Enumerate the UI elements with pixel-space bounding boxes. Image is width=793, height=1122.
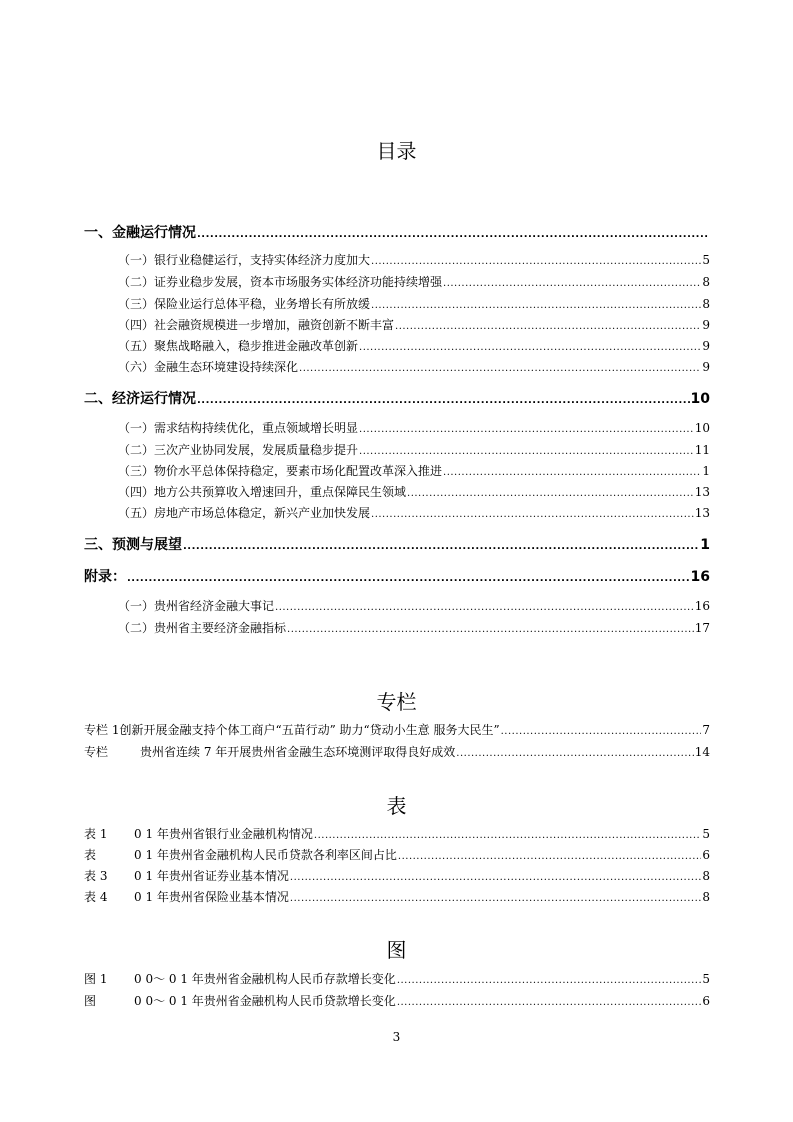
leader-dots bbox=[443, 467, 701, 478]
figure-heading: 图 bbox=[386, 938, 407, 962]
page-number: 3 bbox=[392, 1030, 401, 1044]
toc-item[interactable] bbox=[118, 358, 710, 375]
toc-item[interactable] bbox=[118, 419, 710, 436]
toc-page-number: 11 bbox=[694, 443, 710, 457]
toc-item-label: 0 1 年贵州省银行业金融机构情况 bbox=[134, 827, 313, 841]
toc-page-number: 5 bbox=[702, 972, 710, 986]
toc-item-prefix: 专栏 1 bbox=[84, 723, 120, 737]
toc-item[interactable] bbox=[118, 597, 710, 614]
toc-item-label: （五）房地产市场总体稳定，新兴产业加快发展 bbox=[118, 506, 371, 520]
toc-item-prefix: 图 bbox=[84, 994, 97, 1008]
toc-page-number: 7 bbox=[702, 723, 710, 737]
toc-item-prefix: 图 1 bbox=[84, 972, 108, 986]
toc-page-number: 8 bbox=[702, 890, 710, 904]
toc-item-label: （五）聚焦战略融入，稳步推进金融改革创新 bbox=[118, 339, 359, 353]
toc-item-label: （三）保险业运行总体平稳，业务增长有所放缓 bbox=[118, 297, 371, 311]
toc-page-number: 14 bbox=[694, 745, 710, 759]
toc-item-label: （四）社会融资规模进一步增加，融资创新不断丰富 bbox=[118, 318, 395, 332]
toc-item[interactable] bbox=[118, 441, 710, 458]
leader-dots bbox=[371, 300, 701, 311]
toc-item-prefix: 表 4 bbox=[84, 890, 108, 904]
toc-page-number: 9 bbox=[702, 318, 710, 332]
leader-dots bbox=[397, 975, 702, 986]
toc-column-item[interactable] bbox=[84, 743, 710, 760]
toc-page-number: 10 bbox=[694, 421, 710, 435]
toc-item-label: 0 0～ 0 1 年贵州省金融机构人民币贷款增长变化 bbox=[134, 994, 396, 1008]
leader-dots bbox=[443, 278, 701, 289]
toc-item[interactable] bbox=[118, 337, 710, 354]
toc-page-number: 1 bbox=[702, 464, 710, 478]
leader-dots bbox=[407, 488, 694, 499]
page-title: 目录 bbox=[376, 139, 417, 163]
toc-item[interactable] bbox=[118, 295, 710, 312]
leader-dots bbox=[359, 342, 701, 353]
toc-page-number: 13 bbox=[694, 506, 710, 520]
leader-dots bbox=[299, 363, 701, 374]
leader-dots bbox=[314, 830, 701, 841]
leader-dots bbox=[456, 748, 693, 759]
leader-dots bbox=[183, 541, 699, 552]
toc-page-number: 8 bbox=[702, 297, 710, 311]
leader-dots bbox=[371, 256, 701, 267]
leader-dots bbox=[398, 851, 701, 862]
toc-item-label: 创新开展金融支持个体工商户“五苗行动” 助力“贷动小生意 服务大民生” bbox=[119, 723, 500, 737]
leader-dots bbox=[359, 424, 694, 435]
leader-dots bbox=[501, 726, 702, 737]
toc-section-appendix[interactable] bbox=[84, 566, 710, 586]
toc-page-number: 5 bbox=[702, 827, 710, 841]
leader-dots bbox=[371, 509, 694, 520]
toc-item-label: （一）银行业稳健运行，支持实体经济力度加大 bbox=[118, 253, 371, 267]
toc-page-number: 6 bbox=[702, 848, 710, 862]
toc-item-prefix: 表 bbox=[84, 848, 97, 862]
toc-item-label: （一）贵州省经济金融大事记 bbox=[118, 599, 275, 613]
toc-section-label: 一、金融运行情况 bbox=[84, 225, 196, 241]
toc-section-2[interactable] bbox=[84, 388, 710, 408]
toc-item-prefix: 专栏 bbox=[84, 745, 109, 759]
leader-dots bbox=[395, 321, 701, 332]
toc-column-item[interactable] bbox=[84, 721, 710, 738]
toc-page-number: 6 bbox=[702, 994, 710, 1008]
table-heading: 表 bbox=[386, 794, 407, 818]
toc-figure-item[interactable] bbox=[84, 970, 710, 987]
toc-item[interactable] bbox=[118, 316, 710, 333]
toc-item-prefix: 表 3 bbox=[84, 869, 108, 883]
toc-item[interactable] bbox=[118, 619, 710, 636]
column-heading: 专栏 bbox=[376, 690, 417, 714]
toc-page-number: 10 bbox=[690, 391, 710, 407]
toc-item-label: 0 1 年贵州省证券业基本情况 bbox=[134, 869, 289, 883]
toc-page-number: 16 bbox=[694, 599, 710, 613]
toc-item-label: （一）需求结构持续优化，重点领域增长明显 bbox=[118, 421, 359, 435]
toc-item-label: 0 1 年贵州省金融机构人民币贷款各利率区间占比 bbox=[134, 848, 397, 862]
toc-item-label: （三）物价水平总体保持稳定，要素市场化配置改革深入推进 bbox=[118, 464, 443, 478]
toc-table-item[interactable] bbox=[84, 867, 710, 884]
toc-item-label: （二）贵州省主要经济金融指标 bbox=[118, 621, 287, 635]
toc-page-number: 9 bbox=[702, 339, 710, 353]
toc-item[interactable] bbox=[118, 483, 710, 500]
toc-table-item[interactable] bbox=[84, 846, 710, 863]
toc-page-number: 13 bbox=[694, 485, 710, 499]
toc-section-3[interactable] bbox=[84, 534, 710, 554]
toc-item-label: （二）证券业稳步发展，资本市场服务实体经济功能持续增强 bbox=[118, 275, 443, 289]
leader-dots bbox=[275, 602, 694, 613]
toc-page-number: 8 bbox=[702, 869, 710, 883]
toc-table-item[interactable] bbox=[84, 825, 710, 842]
leader-dots bbox=[287, 624, 694, 635]
toc-item[interactable] bbox=[118, 251, 710, 268]
toc-item[interactable] bbox=[118, 504, 710, 521]
leader-dots bbox=[197, 229, 709, 240]
toc-page-number: 5 bbox=[702, 253, 710, 267]
toc-item-label: （二）三次产业协同发展，发展质量稳步提升 bbox=[118, 443, 359, 457]
toc-item-label: 0 1 年贵州省保险业基本情况 bbox=[134, 890, 289, 904]
toc-item-label: 贵州省连续 7 年开展贵州省金融生态环境测评取得良好成效 bbox=[140, 745, 456, 759]
toc-item-label: （四）地方公共预算收入增速回升，重点保障民生领域 bbox=[118, 485, 407, 499]
toc-item-label: 0 0～ 0 1 年贵州省金融机构人民币存款增长变化 bbox=[134, 972, 396, 986]
toc-section-label: 附录： bbox=[84, 569, 126, 585]
toc-page-number: 9 bbox=[702, 360, 710, 374]
leader-dots bbox=[397, 997, 702, 1008]
toc-section-1[interactable] bbox=[84, 222, 710, 242]
toc-page-number: 8 bbox=[702, 275, 710, 289]
toc-table-item[interactable] bbox=[84, 888, 710, 905]
toc-page-number: 1 bbox=[700, 537, 710, 553]
toc-item[interactable] bbox=[118, 273, 710, 290]
toc-section-label: 二、经济运行情况 bbox=[84, 391, 196, 407]
leader-dots bbox=[359, 446, 694, 457]
toc-figure-item[interactable] bbox=[84, 992, 710, 1009]
toc-item[interactable] bbox=[118, 462, 710, 479]
leader-dots bbox=[127, 573, 690, 584]
toc-item-prefix: 表 1 bbox=[84, 827, 108, 841]
leader-dots bbox=[197, 395, 690, 406]
leader-dots bbox=[290, 872, 701, 883]
toc-item-label: （六）金融生态环境建设持续深化 bbox=[118, 360, 299, 374]
toc-page-number: 17 bbox=[694, 621, 710, 635]
toc-page-number: 16 bbox=[690, 569, 710, 585]
toc-section-label: 三、预测与展望 bbox=[84, 537, 182, 553]
leader-dots bbox=[290, 893, 701, 904]
